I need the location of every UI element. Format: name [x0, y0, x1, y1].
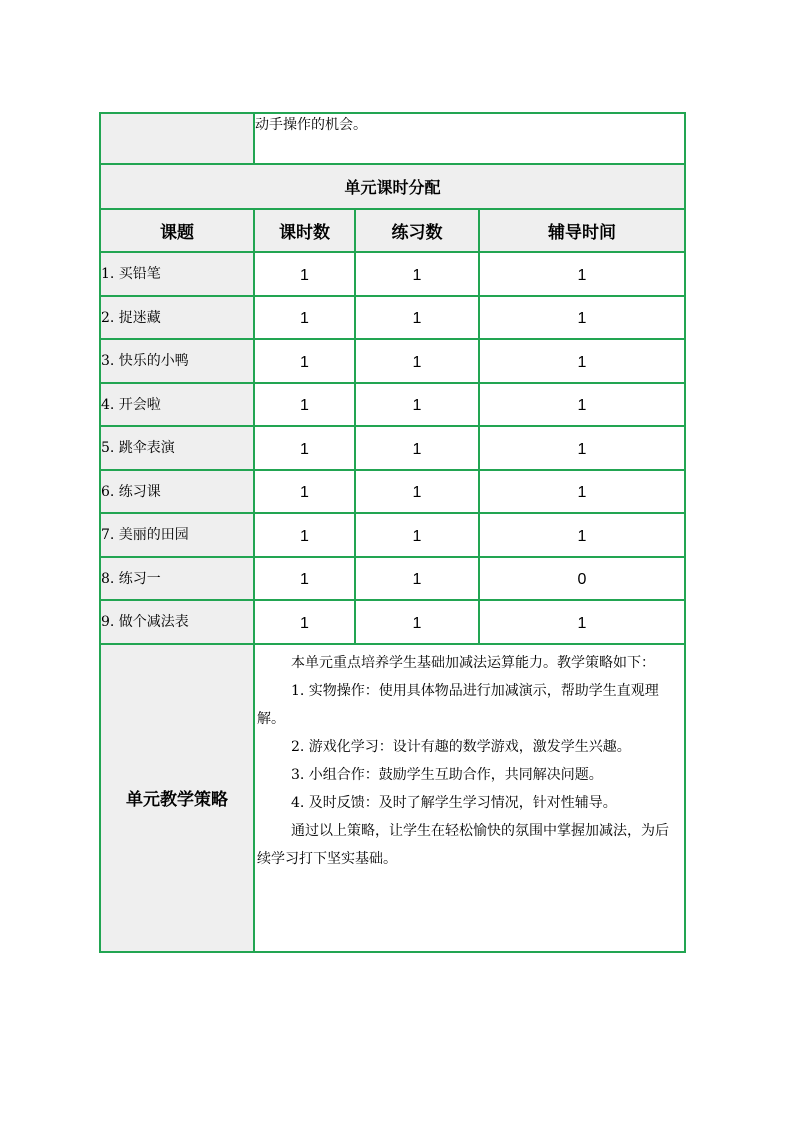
allocation-title: 单元课时分配: [100, 164, 685, 209]
lesson-hours: 1: [254, 600, 355, 644]
table-row: [100, 513, 685, 557]
lesson-plan-table: [99, 112, 686, 953]
lesson-exercises: 1: [355, 426, 479, 470]
lesson-name: 1. 买铅笔: [100, 252, 254, 296]
strategy-paragraph-2: 2. 游戏化学习：设计有趣的数学游戏，激发学生兴趣。: [291, 738, 631, 755]
table-row: [100, 252, 685, 296]
header-exercises: 练习数: [355, 209, 479, 252]
lesson-hours: 1: [254, 513, 355, 557]
lesson-hours: 1: [254, 426, 355, 470]
table-row: [100, 600, 685, 644]
table-row: [100, 426, 685, 470]
lesson-name: 3. 快乐的小鸭: [100, 339, 254, 383]
strategy-paragraph-4: 4. 及时反馈：及时了解学生学习情况，针对性辅导。: [291, 794, 617, 811]
lesson-hours: 1: [254, 557, 355, 601]
lesson-tutoring: 1: [479, 296, 685, 340]
lesson-tutoring: 0: [479, 557, 685, 601]
lesson-hours: 1: [254, 296, 355, 340]
lesson-tutoring: 1: [479, 600, 685, 644]
intro-text: 动手操作的机会。: [254, 113, 685, 164]
lesson-exercises: 1: [355, 557, 479, 601]
strategy-paragraph-intro: 本单元重点培养学生基础加减法运算能力。教学策略如下：: [291, 654, 655, 671]
table-row: [100, 557, 685, 601]
header-tutoring: 辅导时间: [479, 209, 685, 252]
lesson-exercises: 1: [355, 383, 479, 427]
strategy-paragraph-summary: 通过以上策略，让学生在轻松愉快的氛围中掌握加减法，为后续学习打下坚实基础。: [257, 822, 669, 867]
table-row: [100, 339, 685, 383]
table-row: [100, 296, 685, 340]
strategy-paragraph-3: 3. 小组合作：鼓励学生互助合作，共同解决问题。: [291, 766, 603, 783]
lesson-name: 4. 开会啦: [100, 383, 254, 427]
intro-label-cell: [100, 113, 254, 164]
strategy-content: [254, 644, 685, 952]
lesson-hours: 1: [254, 252, 355, 296]
lesson-name: 2. 捉迷藏: [100, 296, 254, 340]
lesson-tutoring: 1: [479, 383, 685, 427]
table-row: [100, 383, 685, 427]
lesson-exercises: 1: [355, 296, 479, 340]
lesson-name: 5. 跳伞表演: [100, 426, 254, 470]
lesson-hours: 1: [254, 383, 355, 427]
lesson-hours: 1: [254, 339, 355, 383]
lesson-tutoring: 1: [479, 513, 685, 557]
lesson-tutoring: 1: [479, 426, 685, 470]
allocation-header-row: [100, 209, 685, 252]
lesson-tutoring: 1: [479, 470, 685, 514]
lesson-name: 7. 美丽的田园: [100, 513, 254, 557]
lesson-exercises: 1: [355, 600, 479, 644]
strategy-label: 单元教学策略: [100, 644, 254, 952]
lesson-exercises: 1: [355, 339, 479, 383]
lesson-name: 8. 练习一: [100, 557, 254, 601]
lesson-name: 6. 练习课: [100, 470, 254, 514]
allocation-title-row: [100, 164, 685, 209]
header-hours: 课时数: [254, 209, 355, 252]
lesson-tutoring: 1: [479, 339, 685, 383]
lesson-exercises: 1: [355, 513, 479, 557]
strategy-paragraph-1: 1. 实物操作：使用具体物品进行加减演示，帮助学生直观理解。: [257, 682, 659, 727]
header-lesson: 课题: [100, 209, 254, 252]
lesson-name: 9. 做个减法表: [100, 600, 254, 644]
table-row: [100, 470, 685, 514]
lesson-exercises: 1: [355, 470, 479, 514]
strategy-row: [100, 644, 685, 952]
lesson-exercises: 1: [355, 252, 479, 296]
intro-row: [100, 113, 685, 164]
lesson-hours: 1: [254, 470, 355, 514]
lesson-tutoring: 1: [479, 252, 685, 296]
